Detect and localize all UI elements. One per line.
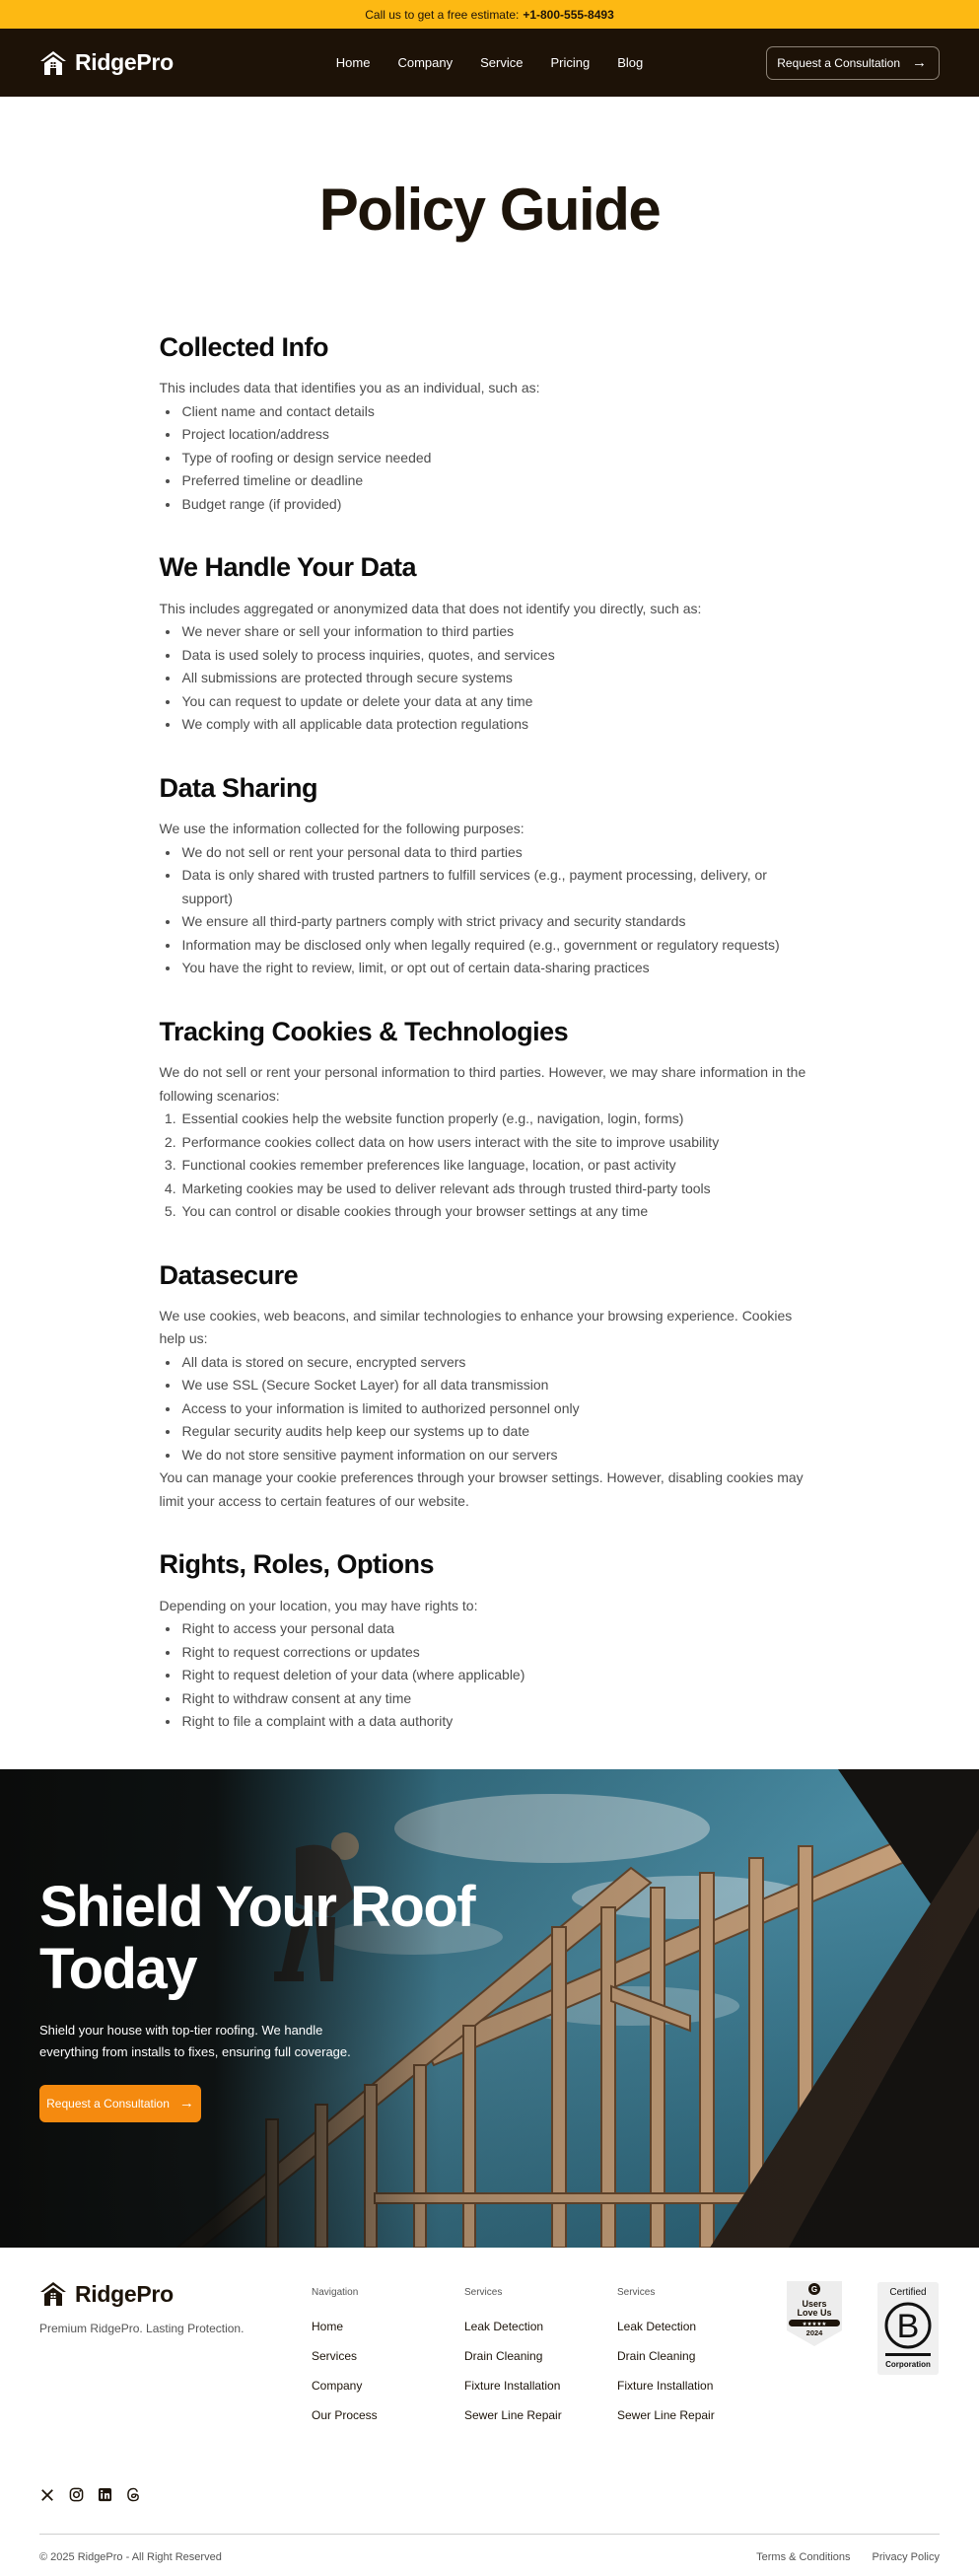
- list-item: • Data is only shared with trusted partners to fulfill services (e.g., payment processing, delivery, or support): [180, 864, 820, 910]
- footer-link[interactable]: Fixture Installation: [464, 2378, 561, 2393]
- list-item: • Client name and contact details: [180, 400, 820, 424]
- bcorp-bottom-text: Corporation: [885, 2359, 931, 2369]
- list-item: • All data is stored on secure, encrypted servers: [180, 1351, 820, 1375]
- section-heading: Data Sharing: [159, 772, 318, 803]
- footer-column-services: [464, 2287, 562, 2438]
- request-consultation-button[interactable]: [766, 46, 940, 80]
- page-title: Policy Guide: [318, 177, 661, 243]
- list-item: 4. Marketing cookies may be used to deliver relevant ads through trusted third-party tools: [180, 1178, 820, 1201]
- nav-company[interactable]: Company: [397, 55, 454, 70]
- list-item: • Right to request corrections or updates: [180, 1641, 820, 1665]
- list-item: • Right to request deletion of your data (where applicable): [180, 1664, 820, 1687]
- copyright-text: © 2025 RidgePro - All Right Reserved: [39, 2550, 222, 2563]
- list-item: • Type of roofing or design service needed: [180, 447, 820, 470]
- announcement-text: Call us to get a free estimate:: [365, 7, 520, 22]
- site-footer: [0, 2248, 979, 2576]
- section-datasecure: [160, 1259, 820, 1514]
- section-outro: You can manage your cookie preferences through your browser settings. However, disabling cookies may limit your access to certain features of our website.: [159, 1469, 804, 1509]
- list-item: 3. Functional cookies remember preferences like language, location, or past activity: [180, 1154, 820, 1178]
- footer-column-heading: Services: [617, 2286, 656, 2298]
- list-item: • We comply with all applicable data protection regulations: [180, 713, 820, 737]
- list-item: • We do not sell or rent your personal data to third parties: [180, 841, 820, 865]
- x-icon[interactable]: [39, 2487, 55, 2503]
- section-list: [160, 400, 820, 517]
- nav-blog[interactable]: Blog: [617, 55, 644, 70]
- list-item: • We ensure all third-party partners comply with strict privacy and security standards: [180, 910, 820, 934]
- footer-divider: [39, 2534, 940, 2535]
- g2-badge-line2: Love Us: [797, 2307, 832, 2318]
- threads-icon[interactable]: [125, 2487, 141, 2503]
- svg-text:B: B: [896, 2307, 920, 2345]
- section-heading: Rights, Roles, Options: [159, 1549, 435, 1580]
- list-item: • Right to withdraw consent at any time: [180, 1687, 820, 1711]
- list-item: • Data is used solely to process inquiries, quotes, and services: [180, 644, 820, 668]
- g2-badge-line1: Users: [802, 2298, 827, 2309]
- section-intro: Depending on your location, you may have rights to:: [159, 1597, 478, 1613]
- announcement-bar: [0, 0, 979, 29]
- list-item: • We use SSL (Secure Socket Layer) for all data transmission: [180, 1374, 820, 1397]
- hero-description: Shield your house with top-tier roofing. We handle everything from installs to fixes, ensuring full coverage.: [39, 2022, 351, 2059]
- list-item: • You have the right to review, limit, or opt out of certain data-sharing practices: [180, 957, 820, 980]
- instagram-icon[interactable]: [68, 2487, 84, 2503]
- section-intro: This includes aggregated or anonymized data that does not identify you directly, such as:: [159, 600, 702, 616]
- section-handle-data: [160, 551, 820, 736]
- section-heading: Tracking Cookies & Technologies: [159, 1016, 569, 1046]
- legal-links: [756, 2551, 940, 2563]
- policy-content: [160, 331, 820, 1734]
- hero-title-line: Shield Your Roof: [39, 1874, 475, 1939]
- section-heading: We Handle Your Data: [159, 552, 417, 583]
- policy-page: [0, 97, 979, 1734]
- svg-text:★★★★★: ★★★★★: [802, 2321, 827, 2327]
- section-heading: Collected Info: [159, 332, 329, 362]
- section-collected-info: [160, 331, 820, 516]
- g2-badge-year: 2024: [805, 2327, 823, 2337]
- footer-link[interactable]: Home: [312, 2319, 344, 2333]
- footer-link[interactable]: Company: [312, 2378, 363, 2393]
- list-item: 1. Essential cookies help the website function properly (e.g., navigation, login, forms): [180, 1108, 820, 1131]
- section-intro: This includes data that identifies you as an individual, such as:: [159, 380, 540, 396]
- main-nav: [336, 55, 643, 70]
- footer-link[interactable]: Services: [312, 2348, 358, 2363]
- social-links: [39, 2487, 141, 2503]
- request-consultation-label: Request a Consultation: [777, 55, 900, 70]
- hero-title-line: Today: [39, 1936, 196, 2001]
- nav-home[interactable]: Home: [335, 55, 371, 70]
- nav-pricing[interactable]: Pricing: [550, 55, 591, 70]
- hero-consultation-button[interactable]: [39, 2085, 201, 2122]
- nav-service[interactable]: Service: [480, 55, 524, 70]
- footer-link[interactable]: Leak Detection: [617, 2319, 697, 2333]
- section-list: [160, 841, 820, 980]
- list-item: • Information may be disclosed only when legally required (e.g., government or regulatory requests): [180, 934, 820, 958]
- list-item: 5. You can control or disable cookies through your browser settings at any time: [180, 1200, 820, 1224]
- footer-link[interactable]: Leak Detection: [464, 2319, 544, 2333]
- site-header: [0, 29, 979, 97]
- footer-link[interactable]: Drain Cleaning: [617, 2348, 696, 2363]
- phone-number-link[interactable]: +1-800-555-8493: [523, 7, 614, 22]
- section-heading: Datasecure: [159, 1259, 299, 1290]
- footer-link[interactable]: Drain Cleaning: [464, 2348, 543, 2363]
- footer-column-heading: Navigation: [312, 2286, 359, 2298]
- section-intro: We do not sell or rent your personal information to third parties. However, we may share information in the following scenarios:: [159, 1064, 806, 1104]
- privacy-policy-link[interactable]: Privacy Policy: [872, 2550, 940, 2563]
- b-corp-certified-badge: [877, 2282, 939, 2375]
- list-item: • All submissions are protected through secure systems: [180, 667, 820, 690]
- footer-column-heading: Services: [464, 2286, 503, 2298]
- section-tracking-cookies: [160, 1016, 820, 1224]
- footer-column-navigation: [312, 2287, 378, 2438]
- section-intro: We use the information collected for the following purposes:: [159, 821, 524, 837]
- list-item: • Preferred timeline or deadline: [180, 469, 820, 493]
- footer-link[interactable]: Our Process: [312, 2407, 378, 2422]
- list-item: • We never share or sell your information to third parties: [180, 620, 820, 644]
- house-logo-icon: [39, 50, 67, 76]
- bcorp-top-text: Certified: [889, 2286, 927, 2298]
- brand-name: RidgePro: [75, 2280, 174, 2307]
- section-intro: We use cookies, web beacons, and similar technologies to enhance your browsing experience. Cookies help us:: [159, 1307, 793, 1347]
- hero-consultation-label: Request a Consultation: [46, 2096, 170, 2111]
- brand-name: RidgePro: [75, 49, 174, 75]
- footer-link[interactable]: Sewer Line Repair: [617, 2407, 715, 2422]
- section-data-sharing: [160, 772, 820, 980]
- footer-link[interactable]: Fixture Installation: [617, 2378, 714, 2393]
- footer-tagline: Premium RidgePro. Lasting Protection.: [39, 2321, 245, 2335]
- list-item: • Budget range (if provided): [180, 493, 820, 517]
- section-list: [160, 1351, 820, 1467]
- list-item: • Project location/address: [180, 423, 820, 447]
- list-item: 2. Performance cookies collect data on how users interact with the site to improve usability: [180, 1131, 820, 1155]
- footer-column-services-2: [617, 2287, 715, 2438]
- section-list: [160, 620, 820, 737]
- list-item: • Regular security audits help keep our systems up to date: [180, 1420, 820, 1444]
- list-item: • Access to your information is limited to authorized personnel only: [180, 1397, 820, 1421]
- section-rights: [160, 1548, 820, 1733]
- svg-text:G: G: [810, 2284, 818, 2294]
- section-list: [160, 1108, 820, 1224]
- hero-title: [39, 1876, 503, 2000]
- brand-logo[interactable]: [39, 49, 174, 76]
- list-item: • We do not store sensitive payment information on our servers: [180, 1444, 820, 1467]
- house-logo-icon: [39, 2281, 67, 2307]
- hero-content: [39, 1876, 503, 2122]
- list-item: • Right to file a complaint with a data authority: [180, 1710, 820, 1734]
- section-list: [160, 1617, 820, 1734]
- linkedin-icon[interactable]: [97, 2487, 112, 2503]
- cta-hero: [0, 1769, 979, 2248]
- terms-link[interactable]: Terms & Conditions: [756, 2550, 851, 2563]
- footer-link[interactable]: Sewer Line Repair: [464, 2407, 562, 2422]
- arrow-right-icon: →: [912, 54, 927, 71]
- arrow-right-icon: →: [178, 2095, 194, 2112]
- list-item: • You can request to update or delete your data at any time: [180, 690, 820, 714]
- g2-users-love-us-badge: [785, 2279, 844, 2348]
- list-item: • Right to access your personal data: [180, 1617, 820, 1641]
